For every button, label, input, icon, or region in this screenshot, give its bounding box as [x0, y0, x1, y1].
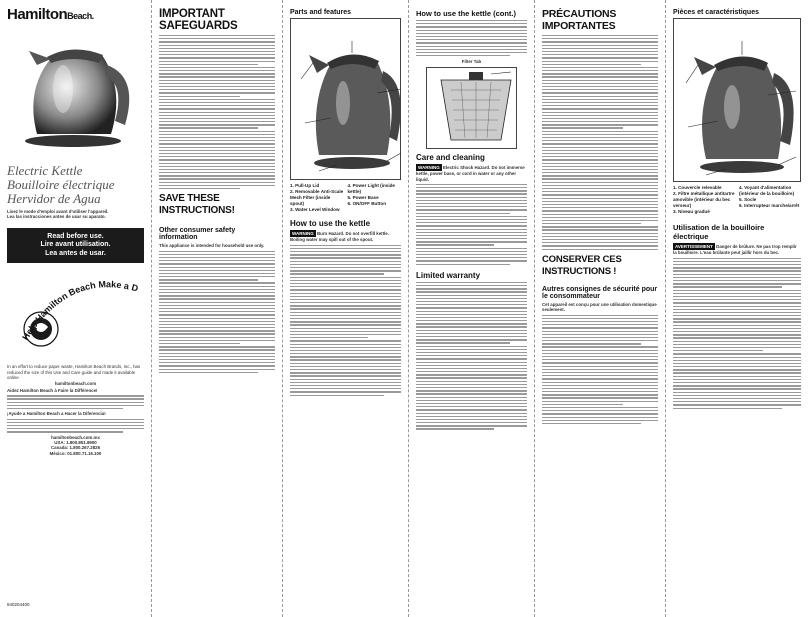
parts-panel	[283, 0, 409, 617]
howto-heading: How to use the kettle	[290, 219, 371, 228]
filter-tab-label: Filter Tab	[461, 59, 482, 65]
precautions-body	[542, 35, 658, 250]
phone-ca: Canada: 1.800.267.2826	[50, 445, 101, 451]
precautions-heading: PRÉCAUTIONS IMPORTANTES	[542, 8, 617, 32]
warning-tag-fr: AVERTISSEMENT	[675, 244, 713, 249]
care-panel	[409, 0, 535, 617]
piece-5: 5. Socle	[739, 197, 757, 202]
parts-diagram-box	[290, 18, 401, 180]
autres-body	[542, 315, 658, 425]
part-6: 6. ON/OFF Button	[347, 201, 387, 206]
badge-text: Help Hamilton Beach Make a D	[20, 279, 140, 343]
read-line-fr: Lire avant utilisation.	[40, 241, 111, 249]
howto-cont-body	[416, 20, 527, 56]
brand-sub: Beach.	[67, 11, 94, 21]
part-3: 3. Water Level Window	[290, 207, 340, 212]
warning-text: Burn Hazard. Do not overfill kettle. Boiling water may spill out of the spout.	[290, 231, 389, 243]
part-5: 5. Power Base	[347, 195, 379, 200]
brulure-warning	[673, 243, 801, 256]
pieces-heading: Pièces et caractéristiques	[673, 9, 759, 16]
fr-heading: Aidez Hamilton Beach à Faire la Différence!	[7, 387, 98, 393]
filter-diagram-box	[426, 67, 517, 149]
utilisation-body	[673, 258, 801, 409]
brand-name: Hamilton	[7, 6, 68, 23]
pieces-diagram-box	[673, 18, 801, 182]
fr-body-lines	[7, 395, 144, 409]
piece-6: 6. Interrupteur marche/arrêt	[739, 203, 800, 208]
es-body-lines	[7, 419, 144, 433]
title-es: Hervidor de Agua	[7, 191, 101, 206]
utilisation-heading: Utilisation de la bouilloire électrique	[673, 223, 765, 241]
read-before-use-box	[7, 228, 144, 264]
autres-heading: Autres consignes de sécurité pour le consommateur	[542, 285, 658, 300]
filter-diagram	[431, 70, 521, 146]
title-en: Electric Kettle	[7, 163, 83, 178]
phone-us: USA: 1.800.851.8900	[54, 439, 97, 445]
pieces-list	[673, 185, 801, 215]
precautions-panel	[535, 0, 666, 617]
other-safety-heading: Other consumer safety information	[159, 227, 236, 242]
piece-2: 2. Filtre métallique antitartre amovible (intérieur du bec verseur)	[673, 191, 735, 208]
domestic-use-note: Cet appareil est conçu pour une utilisation domestique seulement.	[542, 301, 657, 313]
piece-4: 4. Voyant d'alimentation (intérieur de la bouilloire)	[739, 185, 795, 196]
warning-tag-care: WARNING	[418, 164, 440, 170]
read-line-es: Lea antes de usar.	[45, 249, 106, 257]
part-1: 1. Pull-Up Lid	[290, 183, 320, 188]
howto-body	[290, 245, 401, 396]
part-4: 4. Power Light (inside kettle)	[347, 183, 395, 194]
parts-heading: Parts and features	[290, 9, 352, 16]
warning-tag: WARNING	[292, 231, 314, 236]
website-link[interactable]: hamiltonbeach.com	[54, 380, 97, 386]
piece-1: 1. Couvercle relevable	[673, 185, 722, 190]
care-body	[416, 184, 527, 265]
kettle-illustration	[7, 29, 145, 149]
brulure-warning-text: Danger de brûlure. Ne pas trop remplir la bouilloire. L'eau brûlante peut jaillir hors du bec.	[673, 244, 797, 256]
address-site[interactable]: hamiltonbeach.com.mx	[51, 434, 100, 440]
other-safety-body	[159, 251, 275, 373]
warranty-heading: Limited warranty	[416, 270, 481, 280]
note-es: Lea las instrucciones antes de usar su aparato.	[7, 214, 106, 220]
save-instructions-heading: SAVE THESE INSTRUCTIONS!	[159, 193, 235, 217]
intro-en: In an effort to reduce paper waste, Hamilton Beach Brands, Inc., has reduced the size of this Use and Care guide and made it available online.	[7, 364, 141, 381]
part-2: 2. Removable Anti-Scale Mesh Filter (inside spout)	[290, 189, 344, 206]
phone-mx: México: 01.800.71.16.100	[49, 450, 102, 456]
safeguards-heading: IMPORTANT SAFEGUARDS	[159, 8, 238, 32]
warranty-body	[416, 282, 527, 430]
burn-warning	[290, 230, 401, 243]
title-fr: Bouilloire électrique	[7, 177, 115, 192]
shock-warning	[416, 164, 527, 182]
conserve-heading: CONSERVER CES INSTRUCTIONS !	[542, 253, 622, 277]
shock-warning-text: Electric Shock Hazard. Do not immerse kettle, power base, or cord in water or any other liquid.	[416, 164, 525, 182]
howto-cont-heading: How to use the kettle (cont.)	[416, 9, 517, 18]
care-heading: Care and cleaning	[416, 152, 485, 162]
safeguards-body	[159, 35, 275, 189]
household-use-note: This appliance is intended for household use only.	[159, 243, 265, 249]
read-line-en: Read before use.	[47, 232, 104, 240]
document-code: 840204400	[7, 602, 30, 607]
es-heading: ¡Ayude a Hamilton Beach a Hacer la Diferencia!	[7, 411, 106, 417]
kettle-parts-diagram	[297, 23, 407, 173]
kettle-pieces-diagram	[682, 23, 802, 177]
make-a-difference-badge	[7, 271, 145, 357]
cover-panel	[0, 0, 152, 617]
note-fr: Lisez le mode d'emploi avant d'utiliser l'appareil.	[7, 209, 109, 214]
pieces-panel	[666, 0, 808, 617]
piece-3: 3. Niveau gradué	[673, 209, 710, 214]
svg-text:Help Hamilton Beach Make a Dif	[7, 271, 140, 342]
brand-logo	[7, 6, 144, 23]
parts-list	[290, 183, 401, 213]
safeguards-panel	[152, 0, 283, 617]
